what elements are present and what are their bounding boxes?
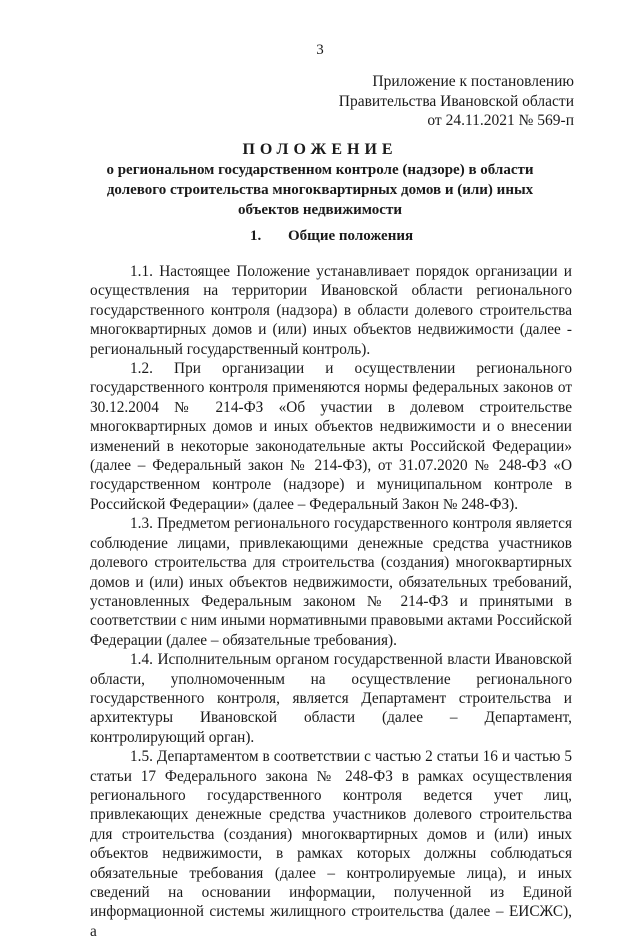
title-line-3: объектов недвижимости bbox=[238, 202, 402, 218]
page-number: 3 bbox=[316, 42, 324, 58]
section-title: Общие положения bbox=[288, 228, 414, 244]
appendix-line-2: Правительства Ивановской области bbox=[338, 92, 574, 110]
paragraph-1-4: 1.4. Исполнительным органом государственной власти Ивановской области, уполномоченным на осуществление регионального государственного контроля, является Департамент строительства и архитектуры Ивановской области (далее – Департамент, контролирующий орган). bbox=[90, 651, 572, 746]
title-line-2: долевого строительства многоквартирных домов и (или) иных bbox=[106, 182, 534, 198]
paragraph-1-2: 1.2. При организации и осуществлении регионального государственного контроля применяются нормы федеральных законов от 30.12.2004 № 214-ФЗ «Об участии в долевом строительстве многоквартирных домов и иных объектов недвижимости и о внесении изменений в некоторые законодательные акты Российской Федерации» (далее – Федеральный закон № 214-ФЗ), от 31.07.2020 № 248-ФЗ «О государственном контроле (надзоре) и муниципальном контроле в Российской Федерации» (далее – Федеральный Закон № 248-ФЗ). bbox=[90, 360, 572, 513]
title-main: ПОЛОЖЕНИЕ bbox=[242, 141, 398, 158]
paragraph-1-3: 1.3. Предметом регионального государственного контроля является соблюдение лицами, привлекающими денежные средства участников долевого строительства для строительства (создания) многоквартирных домов и (или) иных объектов недвижимости, обязательных требований, установленных Федеральным законом № 214-ФЗ и принятыми в соответствии с ним иными нормативными правовыми актами Российской Федерации (далее – обязательные требования). bbox=[90, 515, 572, 649]
appendix-line-3: от 24.11.2021 № 569-п bbox=[427, 112, 574, 129]
appendix-header bbox=[339, 72, 574, 131]
document-body bbox=[90, 262, 572, 941]
title-line-1: о региональном государственном контроле (надзоре) в области bbox=[106, 162, 534, 178]
paragraph-1-1: 1.1. Настоящее Положение устанавливает порядок организации и осуществления на территории Ивановской области регионального государственного контроля (надзора) в области долевого строительства многоквартирных домов и (или) иных объектов недвижимости (далее - региональный государственный контроль). bbox=[90, 263, 572, 358]
paragraph-1-5: 1.5. Департаментом в соответствии с частью 2 статьи 16 и частью 5 статьи 17 Федерального закона № 248-ФЗ в рамках осуществления регионального государственного контроля ведется учет лиц, привлекающих денежные средства участников долевого строительства для строительства (создания) многоквартирных домов и (или) иных объектов недвижимости, в рамках которых должны соблюдаться обязательные требования (далее – контролируемые лица), и иных сведений на основании информации, полученной из Единой информационной системы жилищного строительства (далее – ЕИСЖС), а bbox=[90, 748, 572, 940]
section-number: 1. bbox=[250, 228, 262, 244]
document-title bbox=[0, 140, 640, 220]
section-heading bbox=[250, 228, 413, 245]
appendix-line-1: Приложение к постановлению bbox=[372, 73, 574, 90]
